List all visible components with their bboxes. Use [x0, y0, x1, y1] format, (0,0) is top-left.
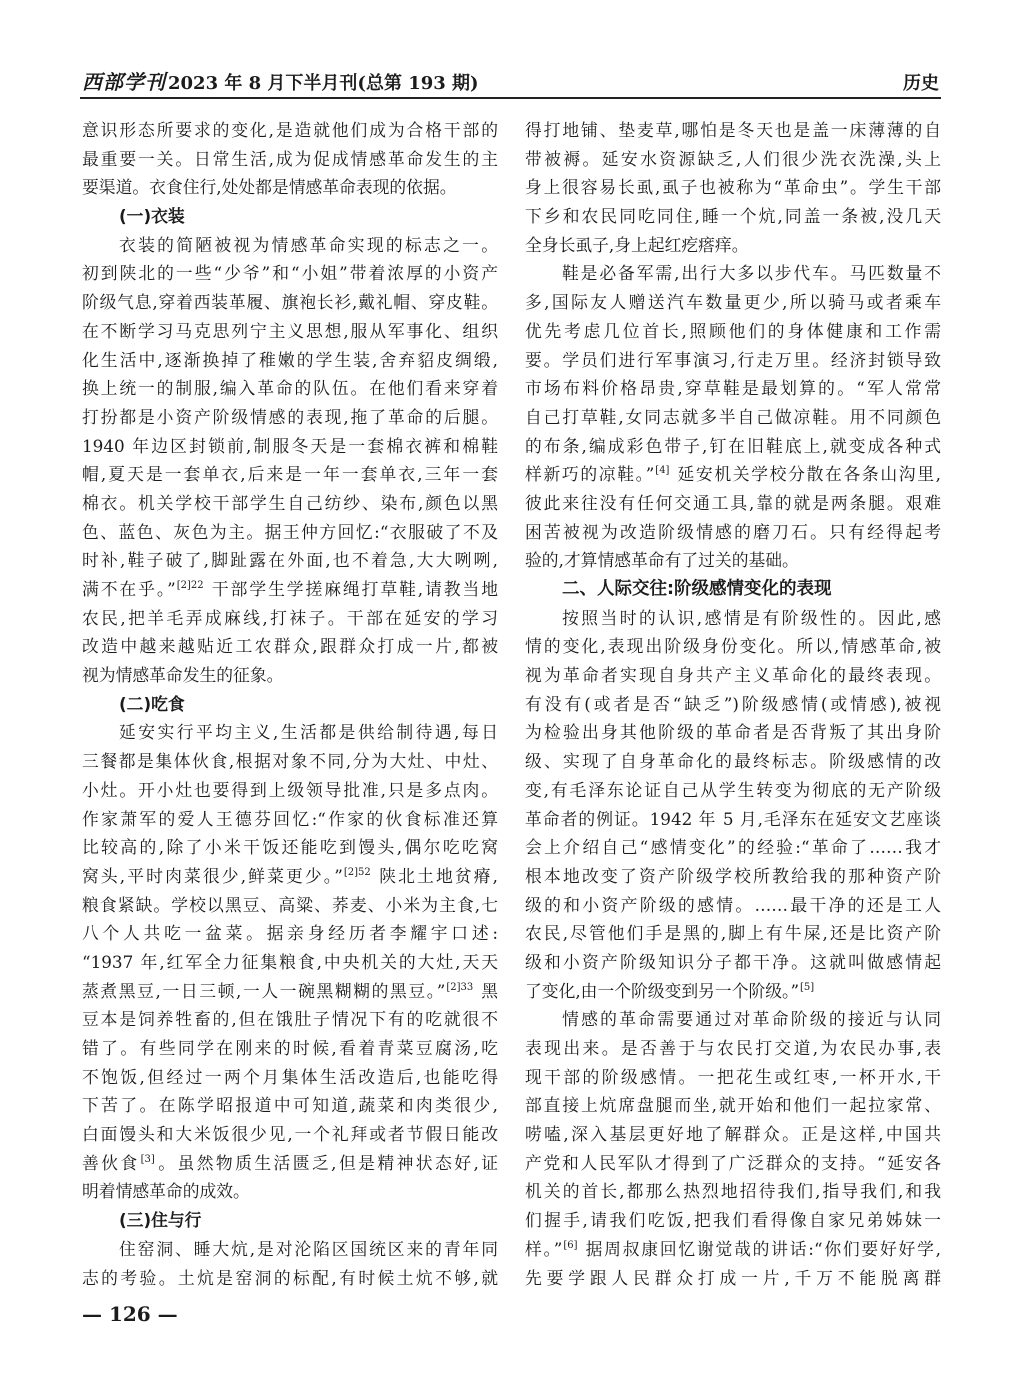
text-line: 初到陕北的一些“少爷”和“小姐”带着浓厚的小资产: [82, 263, 498, 284]
text-line: 作家萧军的爱人王德芬回忆:“作家的伙食标准还算: [82, 808, 498, 829]
text-line: 八个人共吃一盆菜。据亲身经历者李耀宇口述:: [82, 923, 498, 944]
text-line: 1940 年边区封锁前,制服冬天是一套棉衣裤和棉鞋: [82, 435, 498, 456]
text-line: [525, 460, 941, 489]
text-line: 不饱饭,但经过一两个月集体生活改造后,也能吃得: [82, 1066, 498, 1087]
text-segment: 窝头,平时肉菜很少,鲜菜更少。”: [82, 865, 343, 886]
text-line: 棉衣。机关学校干部学生自己纺纱、染布,颜色以黑: [82, 492, 498, 513]
text-line: 变,有毛泽东论证自己从学生转变为彻底的无产阶级: [525, 779, 941, 800]
citation-superscript: [5]: [800, 981, 815, 993]
text-line: 困苦被视为改造阶级情感的磨刀石。只有经得起考: [525, 521, 941, 542]
text-segment: 。虽然物质生活匮乏,但是精神状态好,证: [155, 1152, 498, 1173]
subsection-heading: (一)衣装: [119, 206, 185, 227]
text-segment: 善伙食: [82, 1152, 140, 1173]
text-line: 视为革命者实现自身共产主义革命化的最终表现。: [525, 665, 941, 686]
citation-superscript: [2]52: [343, 866, 371, 878]
text-line: 身上很容易长虱,虱子也被称为“革命虫”。学生干部: [525, 177, 941, 198]
text-segment: 陕北土地贫瘠,: [371, 865, 498, 886]
text-line: 唠嗑,深入基层更好地了解群众。正是这样,中国共: [525, 1124, 941, 1145]
text-line: 优先考虑几位首长,照顾他们的身体健康和工作需: [525, 320, 941, 341]
text-line: [82, 1149, 498, 1178]
text-line: 鞋是必备军需,出行大多以步代车。马匹数量不: [562, 263, 941, 284]
text-line: 会上介绍自己“感情变化”的经验:“革命了……我才: [525, 837, 941, 858]
subsection-heading: (二)吃食: [119, 693, 185, 714]
text-segment: 黑: [474, 980, 499, 1001]
text-line: 最重要一关。日常生活,成为促成情感革命发生的主: [82, 148, 498, 169]
text-line: 情的变化,表现出阶级身份变化。所以,情感革命,被: [525, 636, 941, 657]
text-line: 带被褥。延安水资源缺乏,人们很少洗衣洗澡,头上: [525, 148, 941, 169]
text-line: 得打地铺、垫麦草,哪怕是冬天也是盖一床薄薄的自: [525, 120, 941, 140]
text-line: 全身长虱子,身上起红疙瘩痒。: [525, 234, 749, 255]
text-line: 要。学员们进行军事演习,行走万里。经济封锁导致: [525, 349, 941, 370]
left-column: [82, 116, 498, 1292]
text-line: 错了。有些同学在刚来的时候,看着青菜豆腐汤,吃: [82, 1038, 498, 1058]
paragraph: [82, 1235, 498, 1292]
paragraph: [82, 718, 498, 1206]
text-segment: 干部学生学搓麻绳打草鞋,请教当地: [204, 579, 498, 599]
text-line: 按照当时的认识,感情是有阶级性的。因此,感: [562, 607, 941, 628]
paragraph: [82, 231, 498, 690]
text-line: 比较高的,除了小米干饭还能吃到馒头,偶尔吃吃窝: [82, 837, 498, 858]
text-segment: 据周叔康回忆谢觉哉的讲话:“你们要好好学,: [578, 1238, 942, 1259]
paragraph: [525, 1005, 941, 1292]
section-label: 历史: [903, 73, 939, 94]
text-line: [82, 862, 498, 891]
text-line: 的布条,编成彩色带子,钉在旧鞋底上,就变成各种式: [525, 435, 941, 456]
text-line: 现干部的阶级感情。一把花生或红枣,一杯开水,干: [525, 1066, 941, 1087]
text-line: “1937 年,红军全力征集粮食,中央机关的大灶,天天: [82, 951, 498, 972]
text-segment: 延安机关学校分散在各条山沟里,: [670, 464, 942, 485]
journal-logo: 西部学刊: [82, 70, 166, 94]
text-line: 延安实行平均主义,生活都是供给制待遇,每日: [119, 722, 498, 743]
paragraph: [525, 116, 941, 259]
header-rule: [80, 97, 941, 99]
right-column: [525, 116, 941, 1292]
text-line: 有没有(或者是否“缺乏”)阶级感情(或情感),被视: [525, 693, 941, 714]
text-line: 部直接上炕席盘腿而坐,就开始和他们一起拉家常、: [525, 1095, 941, 1116]
text-segment: 了变化,由一个阶级变到另一个阶级。”: [525, 980, 800, 1001]
text-line: 视为情感革命发生的征象。: [82, 665, 284, 686]
text-line: 机关的首长,都那么热烈地招待我们,指导我们,和我: [525, 1181, 941, 1202]
text-line: 彼此来往没有任何交通工具,靠的就是两条腿。艰难: [525, 492, 941, 513]
running-header: [80, 66, 941, 96]
issue-info: 2023 年 8 月下半月刊(总第 193 期): [168, 73, 479, 94]
text-line: 衣装的简陋被视为情感革命实现的标志之一。: [119, 234, 498, 255]
text-line: [82, 977, 498, 1006]
text-line: 级、实现了自身革命化的最终标志。阶级感情的改: [525, 751, 941, 772]
text-line: 住窑洞、睡大炕,是对沦陷区国统区来的青年同: [119, 1238, 498, 1259]
text-line: 为检验出身其他阶级的革命者是否背叛了其出身阶: [525, 722, 941, 743]
text-line: 农民,尽管他们手是黑的,脚上有牛屎,还是比资产阶: [525, 923, 941, 944]
text-line: 意识形态所要求的变化,是造就他们成为合格干部的: [82, 120, 498, 140]
text-line: 帽,夏天是一套单衣,后来是一年一套单衣,三年一套: [82, 464, 498, 485]
text-line: 级的和小资产阶级的感情。……最干净的还是工人: [525, 894, 941, 915]
text-line: 产党和人民军队才得到了广泛群众的支持。“延安各: [525, 1152, 941, 1173]
subsection-heading: (三)住与行: [119, 1210, 202, 1231]
text-line: 明着情感革命的成效。: [82, 1181, 250, 1202]
text-segment: 蒸煮黑豆,一日三顿,一人一碗黑糊糊的黑豆。”: [82, 980, 446, 1001]
text-line: 豆本是饲养牲畜的,但在饿肚子情况下有的吃就很不: [82, 1009, 498, 1030]
text-line: 阶级气息,穿着西装革履、旗袍长衫,戴礼帽、穿皮鞋。: [82, 292, 498, 313]
text-line: 粮食紧缺。学校以黑豆、高粱、荞麦、小米为主食,七: [82, 894, 498, 915]
citation-superscript: [4]: [655, 465, 670, 477]
text-line: 志的考验。土炕是窑洞的标配,有时候土炕不够,就: [82, 1267, 498, 1288]
text-line: 先要学跟人民群众打成一片,千万不能脱离群: [525, 1267, 941, 1288]
text-line: 白面馒头和大米饭很少见,一个礼拜或者节假日能改: [82, 1124, 498, 1145]
text-line: 情感的革命需要通过对革命阶级的接近与认同: [562, 1009, 941, 1030]
text-line: 农民,把羊毛弄成麻线,打袜子。干部在延安的学习: [82, 607, 498, 628]
text-line: 换上统一的制服,编入革命的队伍。在他们看来穿着: [82, 378, 498, 399]
text-line: 三餐都是集体伙食,根据对象不同,分为大灶、中灶、: [82, 751, 498, 772]
text-line: 表现出来。是否善于与农民打交道,为农民办事,表: [525, 1038, 941, 1058]
text-line: 小灶。开小灶也要得到上级领导批准,只是多点肉。: [82, 779, 498, 800]
citation-superscript: [6]: [563, 1239, 578, 1251]
text-segment: 样新巧的凉鞋。”: [525, 464, 655, 485]
text-line: 们握手,请我们吃饭,把我们看得像自家兄弟姊妹一: [525, 1210, 941, 1231]
text-line: 根本地改变了资产阶级学校所教给我的那种资产阶: [525, 865, 941, 886]
paragraph: [525, 259, 941, 575]
section-heading: 二、人际交往:阶级感情变化的表现: [562, 579, 832, 599]
page-number: — 126 —: [82, 1302, 178, 1326]
text-segment: 样。”: [525, 1238, 563, 1259]
text-line: 打扮都是小资产阶级情感的表现,拖了革命的后腿。: [82, 406, 498, 427]
text-line: 下乡和农民同吃同住,睡一个炕,同盖一条被,没几天: [525, 206, 941, 227]
text-line: 色、蓝色、灰色为主。据王仲方回忆:“衣服破了不及: [82, 521, 498, 542]
text-line: [525, 977, 941, 1006]
citation-superscript: [3]: [140, 1153, 155, 1165]
text-line: 改造中越来越贴近工农群众,跟群众打成一片,都被: [82, 636, 498, 657]
text-segment: 满不在乎。”: [82, 579, 176, 599]
text-line: 下苦了。在陈学昭报道中可知道,蔬菜和肉类很少,: [82, 1095, 498, 1116]
text-line: 在不断学习马克思列宁主义思想,服从军事化、组织: [82, 320, 498, 341]
text-line: 市场布料价格昂贵,穿草鞋是最划算的。“军人常常: [525, 378, 941, 399]
text-line: 要渠道。衣食住行,处处都是情感革命表现的依据。: [82, 177, 457, 198]
paragraph: [82, 116, 498, 202]
text-line: 时补,鞋子破了,脚趾露在外面,也不着急,大大咧咧,: [82, 550, 498, 571]
citation-superscript: [2]33: [446, 981, 474, 993]
text-line: 多,国际友人赠送汽车数量更少,所以骑马或者乘车: [525, 292, 941, 313]
text-line: 自己打草鞋,女同志就多半自己做凉鞋。用不同颜色: [525, 406, 941, 427]
text-line: 化生活中,逐渐换掉了稚嫩的学生装,舍弃貂皮绸缎,: [82, 349, 498, 370]
paragraph: [525, 604, 941, 1006]
text-line: 革命者的例证。1942 年 5 月,毛泽东在延安文艺座谈: [525, 808, 941, 829]
text-line: 级和小资产阶级知识分子都干净。这就叫做感情起: [525, 951, 941, 972]
text-line: 验的,才算情感革命有了过关的基础。: [525, 550, 799, 571]
text-line: [82, 575, 498, 604]
citation-superscript: [2]22: [176, 580, 204, 591]
text-line: [525, 1235, 941, 1264]
